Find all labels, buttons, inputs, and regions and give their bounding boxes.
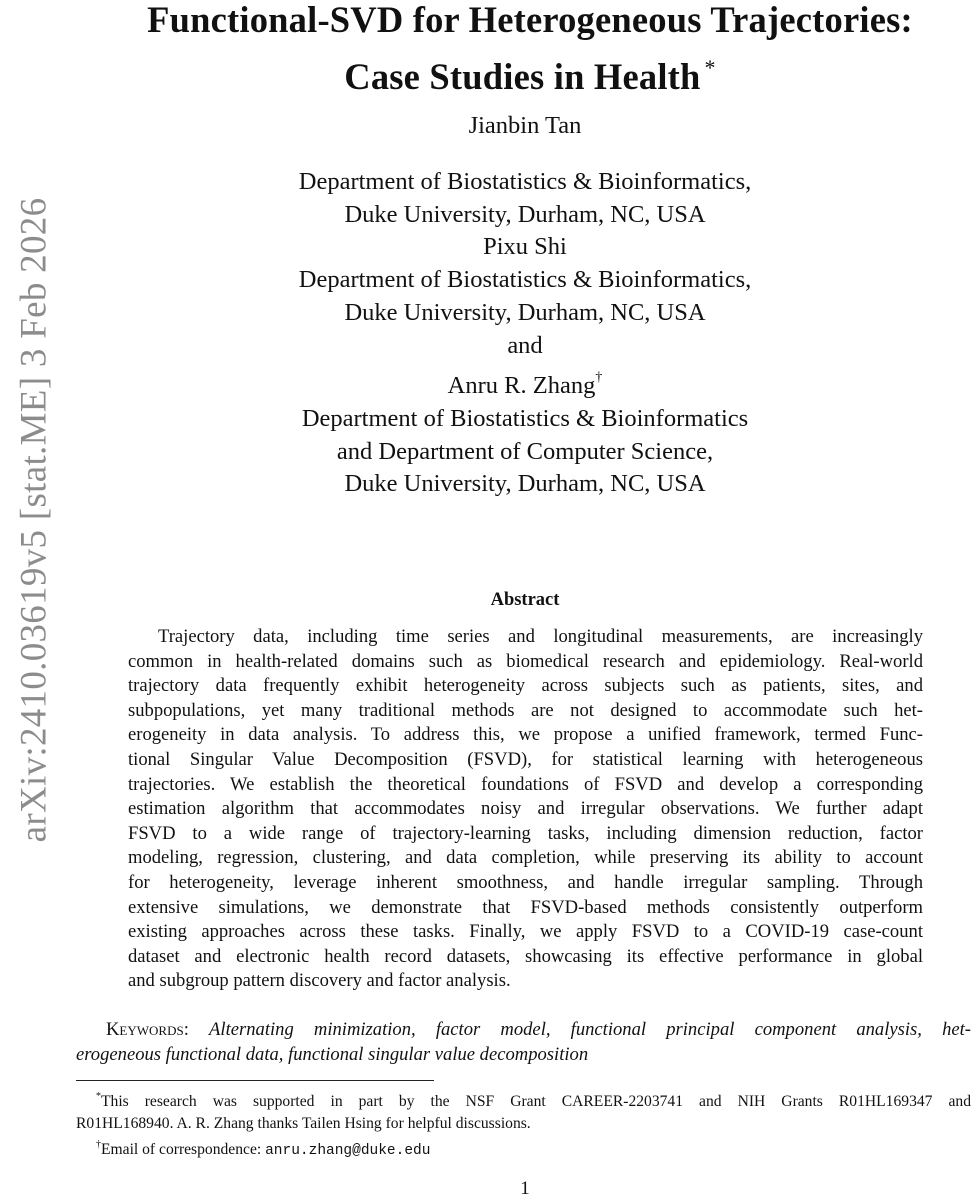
author-name: Jianbin Tan xyxy=(468,112,582,139)
abstract-line: extensive simulations, we demonstrate that FSVD-based methods consistently outperform xyxy=(128,896,923,918)
affiliation-line: Department of Biostatistics & Bioinformatics xyxy=(301,404,749,432)
page-number: 1 xyxy=(520,1178,530,1199)
footnote-funding-line-2: R01HL168940. A. R. Zhang thanks Tailen Hsing for helpful discussions. xyxy=(76,1114,531,1132)
footnote-mark: † xyxy=(96,1139,101,1150)
abstract-line: trajectories. We establish the theoretical foundations of FSVD and develop a corresponding xyxy=(128,773,923,795)
title-footnote-mark[interactable]: * xyxy=(704,55,716,80)
affiliation-line: Duke University, Durham, NC, USA xyxy=(344,470,706,498)
keywords-text: Alternating minimization, factor model, functional principal component analysis, het- xyxy=(209,1019,971,1040)
affiliation-line: and Department of Computer Science, xyxy=(336,437,714,465)
footnote-email-line xyxy=(76,1134,971,1163)
author-footnote-mark[interactable]: † xyxy=(595,370,603,386)
abstract-line: trajectory data frequently exhibit heterogeneity across subjects such as patients, sites, and xyxy=(128,675,923,697)
abstract-line: for heterogeneity, leverage inherent smoothness, and handle irregular sampling. Through xyxy=(128,871,923,893)
abstract-line: tional Singular Value Decomposition (FSVD), for statistical learning with heterogeneous xyxy=(128,748,923,770)
footnote-text: Email of correspondence: xyxy=(101,1141,266,1158)
abstract-line: existing approaches across these tasks. Finally, we apply FSVD to a COVID-19 case-count xyxy=(128,921,923,943)
author-conjunction: and xyxy=(507,331,543,359)
keywords-line-2: erogeneous functional data, functional singular value decomposition xyxy=(76,1044,589,1065)
footnote-text: This research was supported in part by the NSF Grant CAREER-2203741 and NIH Grants R01HL169347 and xyxy=(101,1093,971,1110)
affiliation-line: Department of Biostatistics & Bioinformatics, xyxy=(298,168,752,195)
footnotes-block xyxy=(76,1086,971,1163)
abstract-line: dataset and electronic health record datasets, showcasing its effective performance in global xyxy=(128,945,923,967)
paper-title xyxy=(60,0,976,101)
title-line-2-text: Case Studies in Health xyxy=(344,56,701,97)
abstract-line: and subgroup pattern discovery and factor analysis. xyxy=(128,970,511,992)
footnote-funding-line-1 xyxy=(76,1086,971,1113)
keywords-label: Keywords: xyxy=(106,1019,189,1040)
abstract-line: estimation algorithm that accommodates noisy and irregular observations. We further adapt xyxy=(128,798,923,820)
abstract-line: erogeneity in data analysis. To address this, we propose a unified framework, termed Func- xyxy=(128,724,923,746)
affiliation-line: Department of Biostatistics & Bioinformatics, xyxy=(298,266,752,294)
abstract-line: modeling, regression, clustering, and data completion, while preserving its ability to account xyxy=(128,847,923,869)
keywords-line-1 xyxy=(76,1017,971,1042)
keywords-block xyxy=(76,1017,971,1067)
title-line-2 xyxy=(60,44,976,101)
author-name xyxy=(0,362,976,403)
author-name-text: Anru R. Zhang xyxy=(447,372,596,400)
footnote-divider xyxy=(76,1080,434,1081)
abstract-line: Trajectory data, including time series and longitudinal measurements, are increasingly xyxy=(158,626,923,647)
affiliation-line: Duke University, Durham, NC, USA xyxy=(344,200,706,228)
author-name: Pixu Shi xyxy=(483,233,567,261)
abstract-line: FSVD to a wide range of trajectory-learning tasks, including dimension reduction, factor xyxy=(128,822,923,844)
author-block xyxy=(0,110,976,143)
email-link[interactable]: anru.zhang@duke.edu xyxy=(265,1143,431,1159)
abstract-line: common in health-related domains such as biomedical research and epidemiology. Real-world xyxy=(128,650,923,672)
footnote-mark: * xyxy=(96,1091,101,1102)
affiliation-line: Duke University, Durham, NC, USA xyxy=(344,298,706,326)
abstract-body xyxy=(128,625,923,994)
affiliations-block xyxy=(0,166,976,501)
title-line-1: Functional-SVD for Heterogeneous Trajectories: xyxy=(147,0,913,40)
abstract-line: subpopulations, yet many traditional methods are not designed to accommodate such het- xyxy=(128,699,923,721)
abstract-heading: Abstract xyxy=(490,590,560,610)
arxiv-identifier-stamp: arXiv:2410.03619v5 [stat.ME] 3 Feb 2026 xyxy=(13,197,55,843)
